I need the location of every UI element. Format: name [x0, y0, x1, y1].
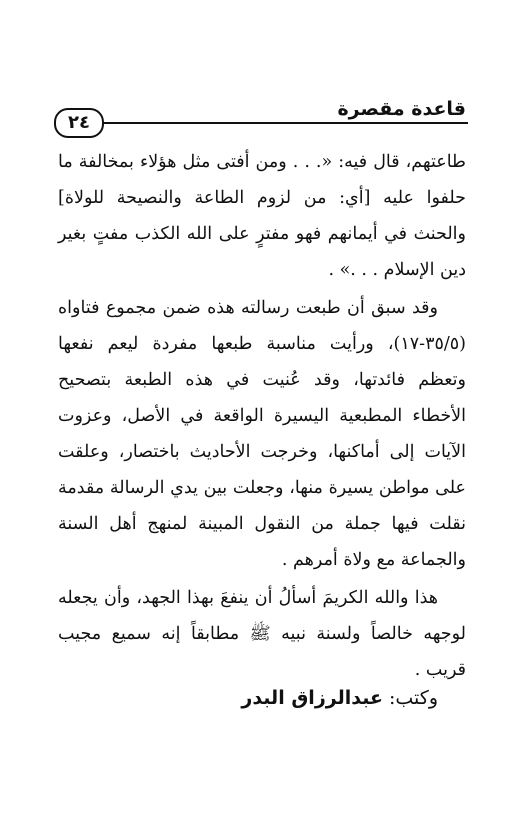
- signature-name: عبدالرزاق البدر: [241, 687, 383, 709]
- page-number: ٢٤: [54, 108, 104, 138]
- paragraph-closing-prayer: هذا والله الكريمَ أسألُ أن ينفعَ بهذا الجهد، وأن يجعله لوجهه خالصاً ولسنة نبيه ﷺ مطابقاً إنه سميع مجيب قريب .: [58, 588, 466, 680]
- signature: [58, 680, 466, 716]
- paragraph-edition-note: وقد سبق أن طبعت رسالته هذه ضمن مجموع فتاواه (٣٥/٥-١٧)، ورأيت مناسبة طبعها مفردة ليعم نفعها وتعظم فائدتها، وقد عُنيت في هذه الطبعة بتصحيح الأخطاء المطبعية اليسيرة الواقعة في الأصل، وعزوت الآيات إلى أماكنها، وخرجت الأحاديث باختصار، وعلقت على مواطن يسيرة منها، وجعلت بين يدي الرسالة مقدمة نقلت فيها جملة من النقول المبينة لمنهج أهل السنة والجماعة مع ولاة أمرهم .: [58, 298, 466, 570]
- paragraph-quote: طاعتهم، قال فيه: «. . . ومن أفتى مثل هؤلاء بمخالفة ما حلفوا عليه [أي: من لزوم الطاعة والنصيحة للولاة] والحنث في أيمانهم فهو مفترٍ على الله الكذب مفتٍ بغير دين الإسلام . . .» .: [58, 152, 466, 280]
- body-text: [58, 144, 466, 688]
- page-header: [56, 98, 468, 134]
- signature-prefix: وكتب:: [388, 687, 438, 709]
- header-rule: [56, 122, 468, 124]
- running-title: قاعدة مقصرة: [329, 98, 466, 120]
